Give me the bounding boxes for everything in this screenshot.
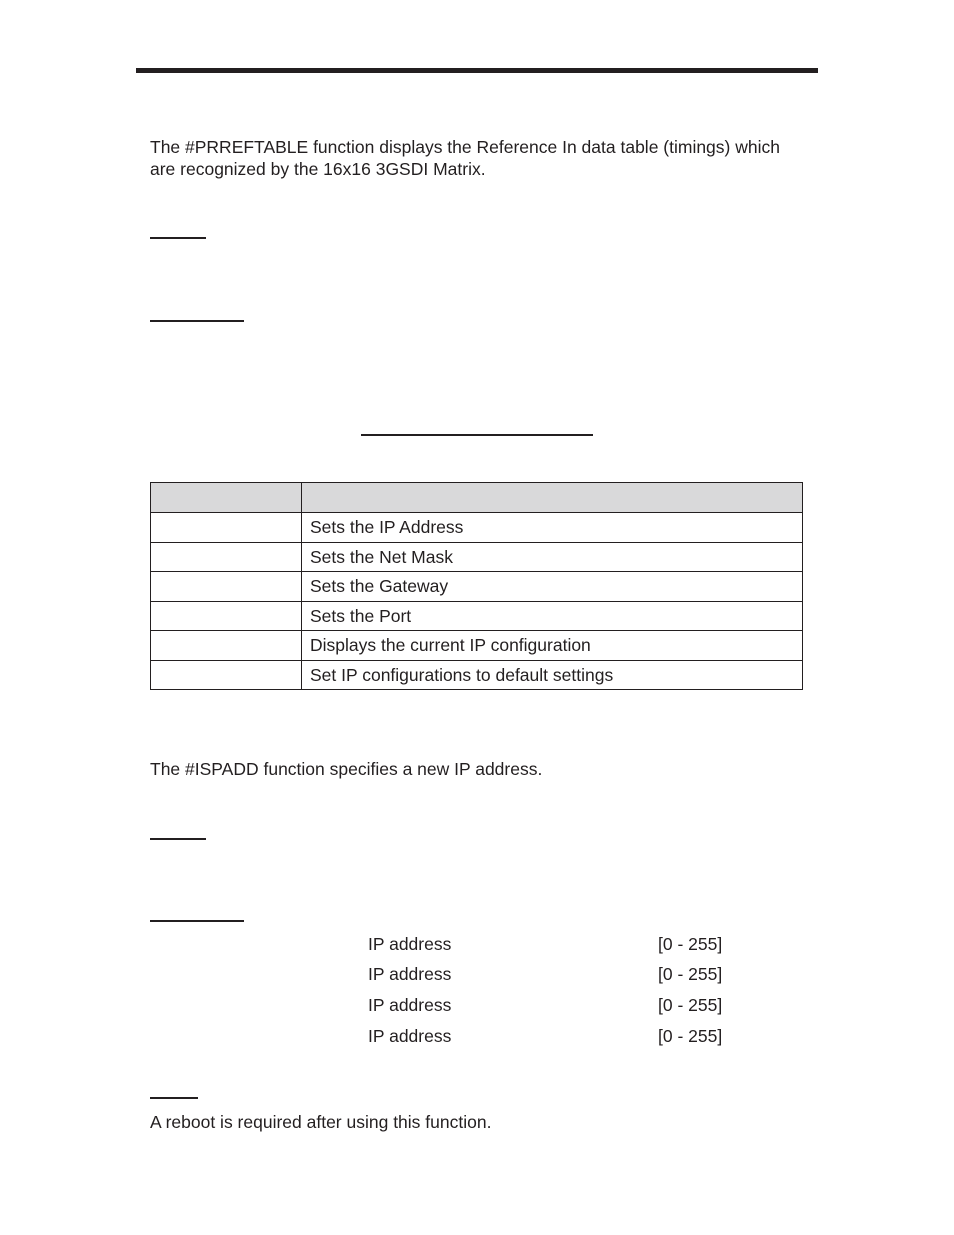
reboot-note: A reboot is required after using this function. (150, 1112, 492, 1132)
table-header-row (151, 483, 803, 513)
command-cell (151, 660, 302, 690)
syntax-heading-underline-2 (150, 838, 206, 840)
parameter-row (368, 934, 788, 958)
parameter-range: [0 - 255] (658, 964, 723, 984)
parameter-name: IP address (368, 1026, 452, 1046)
parameter-row (368, 1026, 788, 1050)
command-cell (151, 601, 302, 631)
command-column-header (151, 483, 302, 513)
parameter-row (368, 964, 788, 988)
note-heading-underline (150, 1097, 198, 1099)
command-cell (151, 572, 302, 602)
parameter-range: [0 - 255] (658, 1026, 723, 1046)
description-cell: Sets the Net Mask (302, 542, 803, 572)
table-row (151, 601, 803, 631)
command-cell (151, 513, 302, 543)
description-cell: Displays the current IP configuration (302, 631, 803, 661)
prreftable-description: The #PRREFTABLE function displays the Reference In data table (timings) which are recognized by the 16x16 3GSDI Matrix. (150, 137, 780, 179)
description-column-header (302, 483, 803, 513)
description-cell: Sets the Port (302, 601, 803, 631)
example-heading-underline (150, 320, 244, 322)
table-row (151, 631, 803, 661)
parameter-name: IP address (368, 964, 452, 984)
description-cell: Sets the Gateway (302, 572, 803, 602)
command-cell (151, 542, 302, 572)
parameter-range: [0 - 255] (658, 934, 723, 954)
command-cell (151, 631, 302, 661)
table-row (151, 513, 803, 543)
syntax-heading-underline (150, 237, 206, 239)
ip-commands-table (150, 482, 803, 690)
parameter-name: IP address (368, 934, 452, 954)
description-cell: Sets the IP Address (302, 513, 803, 543)
description-cell: Set IP configurations to default settings (302, 660, 803, 690)
table-row (151, 660, 803, 690)
section-title-underline (361, 434, 593, 436)
parameters-heading-underline (150, 920, 244, 922)
parameter-range: [0 - 255] (658, 995, 723, 1015)
table-row (151, 542, 803, 572)
parameter-name: IP address (368, 995, 452, 1015)
ispadd-description: The #ISPADD function specifies a new IP address. (150, 759, 543, 779)
table-row (151, 572, 803, 602)
parameter-row (368, 995, 788, 1019)
header-rule (136, 68, 818, 73)
